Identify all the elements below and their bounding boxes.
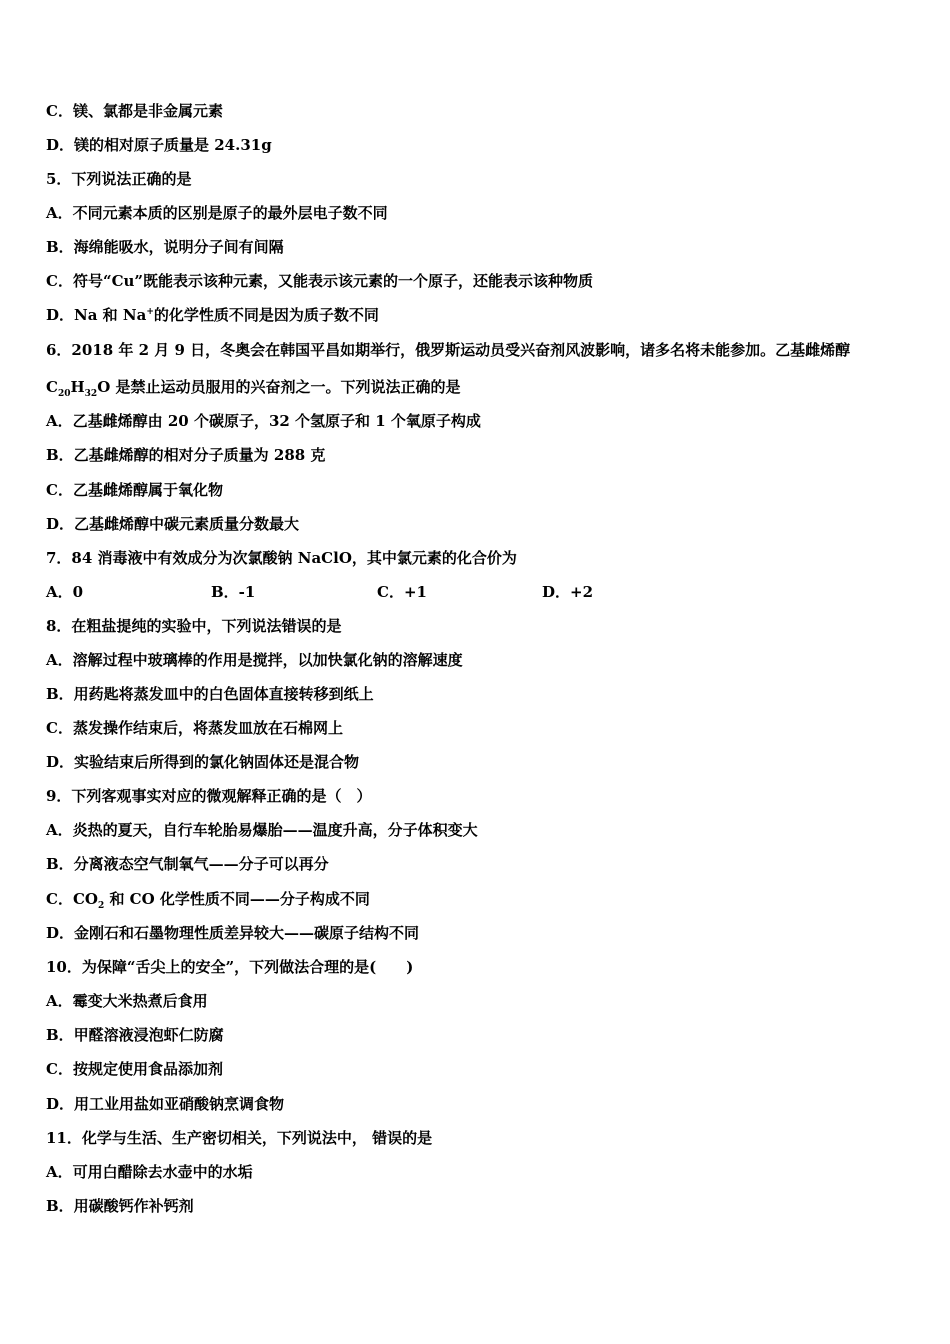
line-q10-option-c: C．按规定使用食品添加剂	[46, 1060, 223, 1078]
question-6-stem: 6．2018 年 2 月 9 日，冬奥会在韩国平昌如期举行，俄罗斯运动员受兴奋剂风波影响，诸多名将未能参加。乙基雌烯醇	[46, 341, 851, 359]
question-6-formula-line: $C_{20}H_{32}O$ 是禁止运动员服用的兴奋剂之一。下列说法正确的是	[46, 378, 461, 399]
q7-option-d: D．+2	[542, 583, 594, 601]
line-q6-option-d: D．乙基雌烯醇中碳元素质量分数最大	[46, 515, 300, 533]
q5d-superscript: +	[146, 307, 154, 317]
q7-option-c: C．+1	[377, 583, 427, 601]
line-q10-option-d: D．用工业用盐如亚硝酸钠烹调食物	[46, 1095, 285, 1113]
line-q5-option-d	[46, 305, 379, 325]
line-q6-option-c: C．乙基雌烯醇属于氧化物	[46, 481, 223, 499]
question-11-stem: 11．化学与生活、生产密切相关，下列说法中， 错误的是	[46, 1129, 433, 1147]
line-q9-option-c	[46, 889, 370, 909]
line-q9-option-a: A．炎热的夏天，自行车轮胎易爆胎——温度升高，分子体积变大	[46, 821, 478, 839]
question-7-stem: 7．84 消毒液中有效成分为次氯酸钠 NaClO，其中氯元素的化合价为	[46, 549, 517, 567]
q7-option-a: A．0	[46, 583, 84, 601]
formula-subscript: 20	[57, 389, 71, 399]
line-q10-option-b: B．甲醛溶液浸泡虾仁防腐	[46, 1026, 224, 1044]
question-9-stem: 9．下列客观事实对应的微观解释正确的是（ ）	[46, 787, 372, 805]
line-q6-option-a: A．乙基雌烯醇由 20 个碳原子，32 个氢原子和 1 个氧原子构成	[46, 412, 481, 430]
question-10-stem: 10．为保障“舌尖上的安全”，下列做法合理的是( )	[46, 958, 414, 976]
line-q8-option-a: A．溶解过程中玻璃棒的作用是搅拌，以加快氯化钠的溶解速度	[46, 651, 463, 669]
line-q9-option-b: B．分离液态空气制氧气——分子可以再分	[46, 855, 329, 873]
line-q5-option-a: A．不同元素本质的区别是原子的最外层电子数不同	[46, 204, 388, 222]
line-q11-option-b: B．用碳酸钙作补钙剂	[46, 1197, 194, 1215]
formula-subscript: 2	[97, 901, 105, 911]
line-q5-option-c: C．符号“Cu”既能表示该种元素，又能表示该元素的一个原子，还能表示该种物质	[46, 272, 594, 290]
q9c-head: C．CO	[46, 890, 98, 908]
line-q8-option-d: D．实验结束后所得到的氯化钠固体还是混合物	[46, 753, 360, 771]
q5d-head: D．Na 和 Na	[46, 306, 147, 324]
q5d-tail: 的化学性质不同是因为质子数不同	[153, 306, 379, 324]
line-q8-option-b: B．用药匙将蒸发皿中的白色固体直接转移到纸上	[46, 685, 374, 703]
q9c-tail: 和 CO 化学性质不同——分子构成不同	[104, 890, 370, 908]
line-q8-option-c: C．蒸发操作结束后，将蒸发皿放在石棉网上	[46, 719, 343, 737]
line-q6-option-b: B．乙基雌烯醇的相对分子质量为 288 克	[46, 446, 326, 464]
question-8-stem: 8．在粗盐提纯的实验中，下列说法错误的是	[46, 617, 342, 635]
line-q4-option-d: D．镁的相对原子质量是 24.31g	[46, 136, 272, 154]
line-q11-option-a: A．可用白醋除去水壶中的水垢	[46, 1163, 253, 1181]
line-q4-option-c: C．镁、氯都是非金属元素	[46, 102, 223, 120]
line-q10-option-a: A．霉变大米热煮后食用	[46, 992, 208, 1010]
formula-subscript: 32	[84, 389, 98, 399]
q7-option-b: B．-1	[211, 583, 256, 601]
line-q9-option-d: D．金刚石和石墨物理性质差异较大——碳原子结构不同	[46, 924, 420, 942]
line-q5-option-b: B．海绵能吸水，说明分子间有间隔	[46, 238, 284, 256]
question-5-stem: 5．下列说法正确的是	[46, 170, 192, 188]
